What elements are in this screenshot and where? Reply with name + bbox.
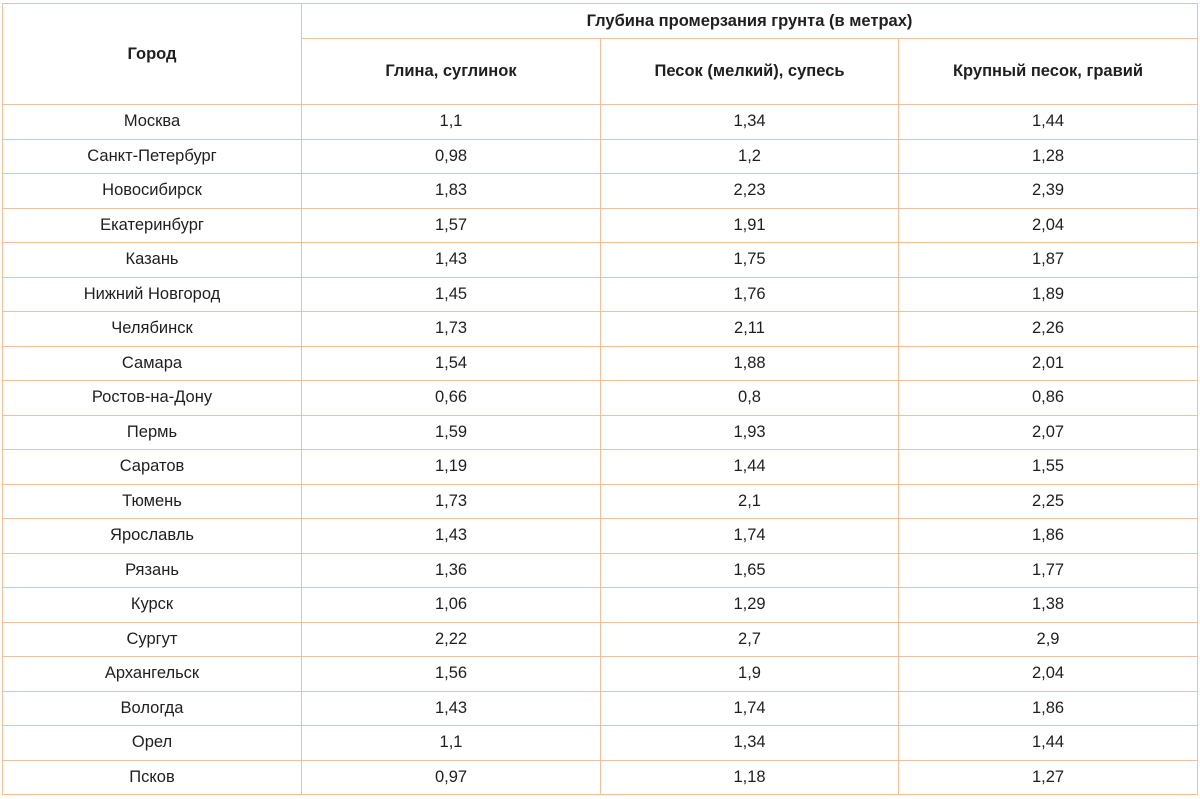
city-cell: Пермь: [3, 415, 302, 450]
city-cell: Нижний Новгород: [3, 277, 302, 312]
city-cell: Новосибирск: [3, 174, 302, 209]
frost-depth-group-header: Глубина промерзания грунта (в метрах): [302, 4, 1198, 39]
fine-sand-depth-cell: 1,34: [601, 726, 899, 761]
coarse-sand-depth-cell: 1,89: [899, 277, 1198, 312]
fine-sand-depth-cell: 1,65: [601, 553, 899, 588]
clay-depth-cell: 1,83: [302, 174, 601, 209]
clay-depth-cell: 1,73: [302, 312, 601, 347]
coarse-sand-depth-cell: 1,38: [899, 588, 1198, 623]
clay-depth-cell: 1,43: [302, 243, 601, 278]
clay-depth-cell: 1,43: [302, 691, 601, 726]
city-cell: Архангельск: [3, 657, 302, 692]
fine-sand-depth-cell: 1,91: [601, 208, 899, 243]
city-cell: Орел: [3, 726, 302, 761]
clay-depth-cell: 0,66: [302, 381, 601, 416]
city-cell: Екатеринбург: [3, 208, 302, 243]
coarse-sand-depth-cell: 2,26: [899, 312, 1198, 347]
table-row: [3, 105, 1198, 140]
city-cell: Рязань: [3, 553, 302, 588]
fine-sand-depth-cell: 2,1: [601, 484, 899, 519]
city-cell: Самара: [3, 346, 302, 381]
coarse-sand-depth-cell: 1,86: [899, 519, 1198, 554]
clay-depth-cell: 2,22: [302, 622, 601, 657]
clay-depth-cell: 1,59: [302, 415, 601, 450]
city-cell: Тюмень: [3, 484, 302, 519]
table-row: [3, 277, 1198, 312]
fine-sand-column-header: Песок (мелкий), супесь: [601, 39, 899, 105]
clay-depth-cell: 1,1: [302, 726, 601, 761]
clay-depth-cell: 1,56: [302, 657, 601, 692]
fine-sand-depth-cell: 1,75: [601, 243, 899, 278]
table-row: [3, 139, 1198, 174]
clay-depth-cell: 0,98: [302, 139, 601, 174]
table-header: [3, 4, 1198, 105]
city-cell: Псков: [3, 760, 302, 795]
fine-sand-depth-cell: 2,11: [601, 312, 899, 347]
fine-sand-depth-cell: 1,18: [601, 760, 899, 795]
table-row: [3, 519, 1198, 554]
fine-sand-depth-cell: 1,93: [601, 415, 899, 450]
table-row: [3, 484, 1198, 519]
fine-sand-depth-cell: 1,34: [601, 105, 899, 140]
coarse-sand-depth-cell: 1,55: [899, 450, 1198, 485]
fine-sand-depth-cell: 1,74: [601, 691, 899, 726]
city-cell: Саратов: [3, 450, 302, 485]
clay-depth-cell: 1,1: [302, 105, 601, 140]
city-cell: Казань: [3, 243, 302, 278]
table-row: [3, 243, 1198, 278]
coarse-sand-depth-cell: 1,44: [899, 105, 1198, 140]
clay-depth-cell: 0,97: [302, 760, 601, 795]
fine-sand-depth-cell: 1,2: [601, 139, 899, 174]
city-cell: Сургут: [3, 622, 302, 657]
clay-depth-cell: 1,19: [302, 450, 601, 485]
table-row: [3, 346, 1198, 381]
table-row: [3, 553, 1198, 588]
city-cell: Санкт-Петербург: [3, 139, 302, 174]
table-row: [3, 174, 1198, 209]
clay-depth-cell: 1,36: [302, 553, 601, 588]
coarse-sand-depth-cell: 2,39: [899, 174, 1198, 209]
coarse-sand-depth-cell: 1,28: [899, 139, 1198, 174]
table-row: [3, 691, 1198, 726]
table-row: [3, 657, 1198, 692]
coarse-sand-depth-cell: 2,04: [899, 657, 1198, 692]
clay-depth-cell: 1,54: [302, 346, 601, 381]
clay-depth-cell: 1,45: [302, 277, 601, 312]
header-row-group: [3, 4, 1198, 39]
coarse-sand-column-header: Крупный песок, гравий: [899, 39, 1198, 105]
city-cell: Москва: [3, 105, 302, 140]
coarse-sand-depth-cell: 1,86: [899, 691, 1198, 726]
coarse-sand-depth-cell: 2,25: [899, 484, 1198, 519]
coarse-sand-depth-cell: 1,44: [899, 726, 1198, 761]
coarse-sand-depth-cell: 1,27: [899, 760, 1198, 795]
coarse-sand-depth-cell: 2,9: [899, 622, 1198, 657]
coarse-sand-depth-cell: 2,04: [899, 208, 1198, 243]
table-row: [3, 208, 1198, 243]
coarse-sand-depth-cell: 1,87: [899, 243, 1198, 278]
fine-sand-depth-cell: 0,8: [601, 381, 899, 416]
city-column-header: Город: [3, 4, 302, 105]
city-cell: Ростов-на-Дону: [3, 381, 302, 416]
fine-sand-depth-cell: 2,23: [601, 174, 899, 209]
city-cell: Курск: [3, 588, 302, 623]
fine-sand-depth-cell: 1,88: [601, 346, 899, 381]
fine-sand-depth-cell: 1,44: [601, 450, 899, 485]
table-row: [3, 588, 1198, 623]
fine-sand-depth-cell: 1,74: [601, 519, 899, 554]
city-cell: Челябинск: [3, 312, 302, 347]
table-row: [3, 381, 1198, 416]
fine-sand-depth-cell: 2,7: [601, 622, 899, 657]
table-row: [3, 415, 1198, 450]
table-row: [3, 312, 1198, 347]
clay-depth-cell: 1,73: [302, 484, 601, 519]
frost-depth-table: [2, 3, 1198, 795]
fine-sand-depth-cell: 1,76: [601, 277, 899, 312]
fine-sand-depth-cell: 1,9: [601, 657, 899, 692]
clay-depth-cell: 1,06: [302, 588, 601, 623]
fine-sand-depth-cell: 1,29: [601, 588, 899, 623]
coarse-sand-depth-cell: 2,01: [899, 346, 1198, 381]
table-body: [3, 105, 1198, 795]
clay-depth-cell: 1,43: [302, 519, 601, 554]
city-cell: Ярославль: [3, 519, 302, 554]
coarse-sand-depth-cell: 0,86: [899, 381, 1198, 416]
table-row: [3, 726, 1198, 761]
table-row: [3, 622, 1198, 657]
clay-column-header: Глина, суглинок: [302, 39, 601, 105]
coarse-sand-depth-cell: 1,77: [899, 553, 1198, 588]
city-cell: Вологда: [3, 691, 302, 726]
table-row: [3, 760, 1198, 795]
clay-depth-cell: 1,57: [302, 208, 601, 243]
coarse-sand-depth-cell: 2,07: [899, 415, 1198, 450]
table-row: [3, 450, 1198, 485]
